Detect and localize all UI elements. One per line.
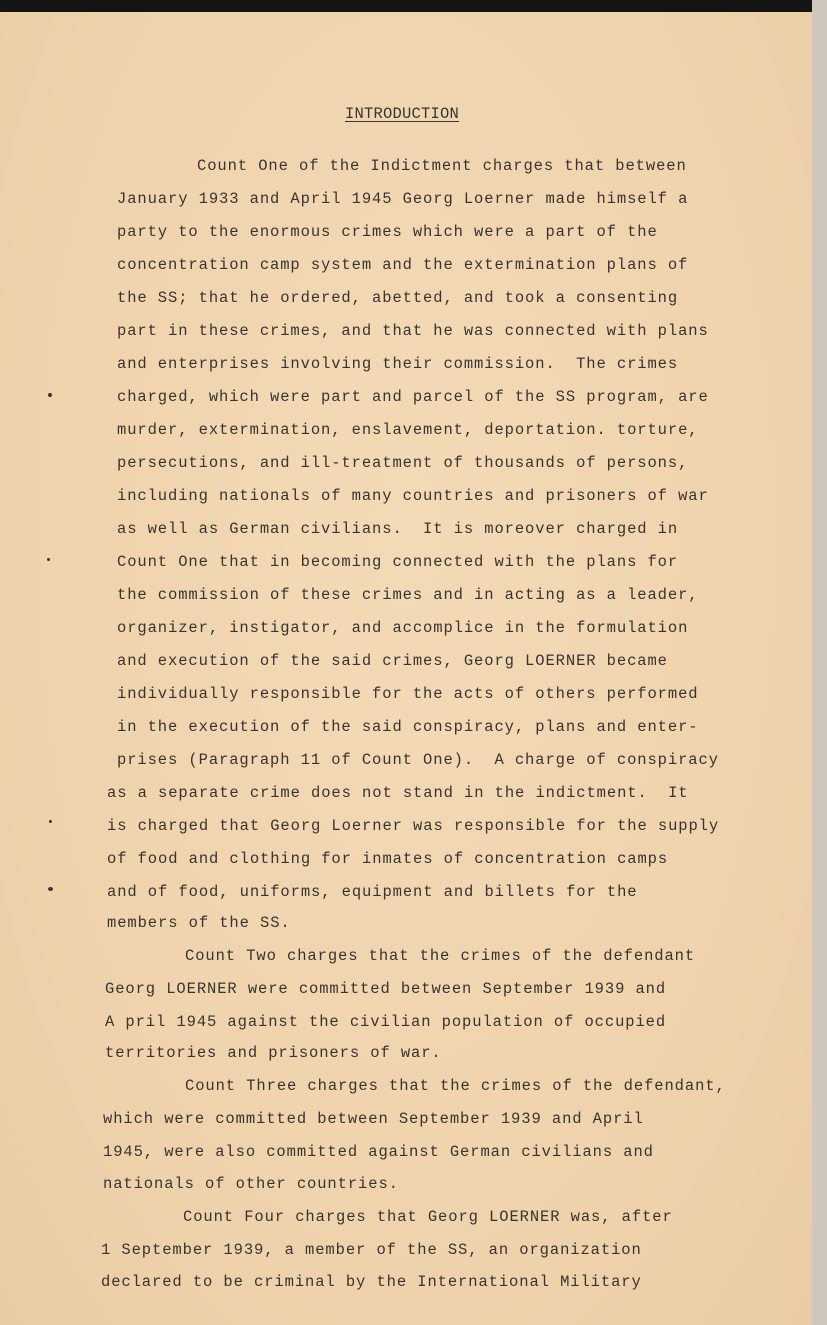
text-line: as well as German civilians. It is moreover charged in [117, 520, 679, 538]
text-line: persecutions, and ill-treatment of thousands of persons, [117, 454, 689, 472]
text-line: and of food, uniforms, equipment and billets for the [107, 883, 638, 901]
text-line: in the execution of the said conspiracy, plans and enter- [117, 718, 699, 736]
text-line: prises (Paragraph 11 of Count One). A charge of conspiracy [117, 751, 719, 769]
text-line: the commission of these crimes and in acting as a leader, [117, 586, 699, 604]
text-line: and enterprises involving their commission. The crimes [117, 355, 679, 373]
scan-top-border [0, 0, 827, 12]
punch-mark [48, 887, 53, 891]
text-line: organizer, instigator, and accomplice in the formulation [117, 619, 689, 637]
text-line: is charged that Georg Loerner was responsible for the supply [107, 817, 720, 835]
text-line: and execution of the said crimes, Georg LOERNER became [117, 652, 668, 670]
text-line: January 1933 and April 1945 Georg Loerner made himself a [117, 190, 689, 208]
document-page [0, 12, 812, 1325]
punch-mark [47, 558, 50, 561]
text-line: Georg LOERNER were committed between September 1939 and [105, 980, 667, 998]
text-line: the SS; that he ordered, abetted, and took a consenting [117, 289, 679, 307]
punch-mark [49, 820, 52, 823]
text-line: Count Two charges that the crimes of the defendant [185, 947, 696, 965]
scan-right-border [812, 0, 827, 1325]
text-line: Count One that in becoming connected with the plans for [117, 553, 679, 571]
text-line: concentration camp system and the extermination plans of [117, 256, 689, 274]
text-line: of food and clothing for inmates of concentration camps [107, 850, 669, 868]
text-line: part in these crimes, and that he was connected with plans [117, 322, 709, 340]
text-line: nationals of other countries. [103, 1175, 399, 1193]
text-line: including nationals of many countries and prisoners of war [117, 487, 709, 505]
text-line: murder, extermination, enslavement, deportation. torture, [117, 421, 699, 439]
text-line: party to the enormous crimes which were a part of the [117, 223, 658, 241]
text-line: declared to be criminal by the International Military [101, 1273, 642, 1291]
text-line: Count Four charges that Georg LOERNER was, after [183, 1208, 673, 1226]
punch-mark [48, 393, 52, 397]
text-line: members of the SS. [107, 914, 291, 932]
text-line: 1 September 1939, a member of the SS, an organization [101, 1241, 642, 1259]
text-line: 1945, were also committed against German civilians and [103, 1143, 654, 1161]
text-line: territories and prisoners of war. [105, 1044, 442, 1062]
text-line: A pril 1945 against the civilian population of occupied [105, 1013, 667, 1031]
text-line: charged, which were part and parcel of the SS program, are [117, 388, 709, 406]
text-line: individually responsible for the acts of others performed [117, 685, 699, 703]
text-line: which were committed between September 1939 and April [103, 1110, 644, 1128]
text-line: Count One of the Indictment charges that between [197, 157, 687, 175]
text-line: as a separate crime does not stand in the indictment. It [107, 784, 689, 802]
text-line: Count Three charges that the crimes of the defendant, [185, 1077, 726, 1095]
page-title: INTRODUCTION [345, 105, 460, 123]
